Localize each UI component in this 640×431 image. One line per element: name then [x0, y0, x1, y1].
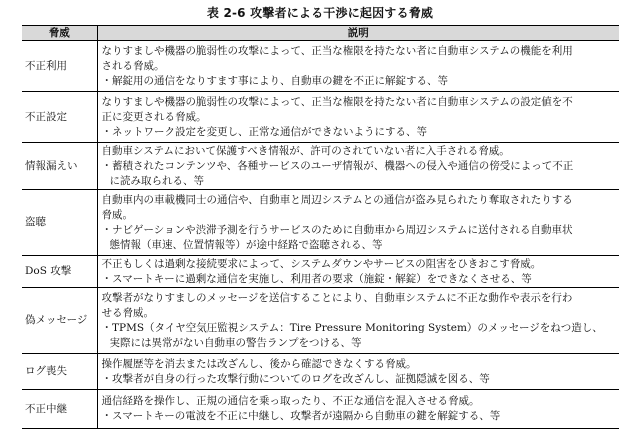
example-bullet: ・スマートキーの電波を不正に中継し、攻撃者が遠隔から自動車の鍵を解錠する、等 [101, 410, 501, 422]
example-bullet: に読み取られる、等 [109, 174, 204, 187]
table-row [22, 256, 619, 288]
table-caption: 表 2-6 攻撃者による干渉に起因する脅威 [206, 6, 434, 20]
example-bullet: 態情報（車速、位置情報等）が途中経路で盗聴される、等 [109, 238, 383, 251]
threat-description [97, 256, 619, 288]
example-bullet: ・TPMS（タイヤ空気圧監視システム：Tire Pressure Monitoring System）のメッセージをねつ造し、 [101, 321, 603, 334]
description-line: 操作履歴等を消去または改ざんし、後から確認できなくする脅威。 [101, 357, 417, 370]
header-threat: 脅威 [22, 26, 97, 41]
table-row [22, 92, 619, 143]
threat-name: ログ喪失 [22, 354, 97, 390]
table-row [22, 41, 619, 92]
description-line: される脅威。 [101, 59, 165, 72]
threat-name: DoS 攻撃 [22, 256, 97, 288]
example-bullet: ・攻撃者が自身の行った攻撃行動についてのログを改ざんし、証拠隠滅を図る、等 [101, 372, 490, 385]
threat-name: 不正設定 [22, 92, 97, 143]
description-line: 攻撃者がなりすましのメッセージを送信することにより、自動車システムに不正な動作や表示を行わ [101, 291, 573, 304]
threat-description [97, 190, 619, 256]
threat-description [97, 92, 619, 143]
threat-description [97, 288, 619, 354]
description-line: なりすましや機器の脆弱性の攻撃によって、正当な権限を持たない者に自動車システムの設定値を不 [101, 95, 573, 108]
example-bullet: ・スマートキーに過剰な通信を実施し、利用者の要求（施錠・解錠）をできなくさせる、等 [101, 272, 532, 285]
description-line: せる脅威。 [101, 306, 154, 319]
threat-name: 不正利用 [22, 41, 97, 92]
threat-name: 情報漏えい [22, 143, 97, 190]
threat-description [97, 41, 619, 92]
threat-description [97, 390, 619, 429]
example-bullet: ・蓄積されたコンテンツや、各種サービスのユーザ情報が、機器への侵入や通信の傍受によって不正 [101, 159, 574, 172]
example-bullet: 実際には異常がない自動車の警告ランプをつける、等 [109, 336, 362, 349]
threat-name: 偽メッセージ [22, 288, 97, 354]
description-line: 正に変更される脅威。 [101, 110, 207, 123]
threat-name: 不正中継 [22, 390, 97, 429]
threat-description [97, 143, 619, 190]
description-line: 通信経路を操作し、正規の通信を乗っ取ったり、不正な通信を混入させる脅威。 [101, 395, 480, 407]
description-line: 自動車システムにおいて保護すべき情報が、許可のされていない者に入手される脅威。 [101, 144, 510, 157]
example-bullet: ・ナビゲーションや渋滞予測を行うサービスのために自動車から周辺システムに送付される自動車状 [101, 223, 573, 236]
table-row [22, 354, 619, 390]
description-line: 不正もしくは過剰な接続要求によって、システムダウンやサービスの阻害をひきおこす脅威。 [101, 257, 542, 270]
threat-table [22, 25, 619, 429]
table-header-row [22, 26, 619, 41]
threat-name: 盗聴 [22, 190, 97, 256]
table-row [22, 390, 619, 429]
description-line: 脅威。 [101, 208, 133, 221]
table-row [22, 288, 619, 354]
table-row [22, 143, 619, 190]
example-bullet: ・解錠用の通信をなりすます事により、自動車の鍵を不正に解錠する、等 [101, 74, 448, 87]
example-bullet: ・ネットワーク設定を変更し、正常な通信ができないようにする、等 [101, 125, 427, 138]
description-line: なりすましや機器の脆弱性の攻撃によって、正当な権限を持たない者に自動車システムの機能を利用 [101, 44, 573, 57]
table-row [22, 190, 619, 256]
description-line: 自動車内の車載機同士の通信や、自動車と周辺システムとの通信が盗み見られたり奪取されたりする [101, 193, 573, 206]
threat-description [97, 354, 619, 390]
header-description: 説明 [97, 26, 619, 41]
